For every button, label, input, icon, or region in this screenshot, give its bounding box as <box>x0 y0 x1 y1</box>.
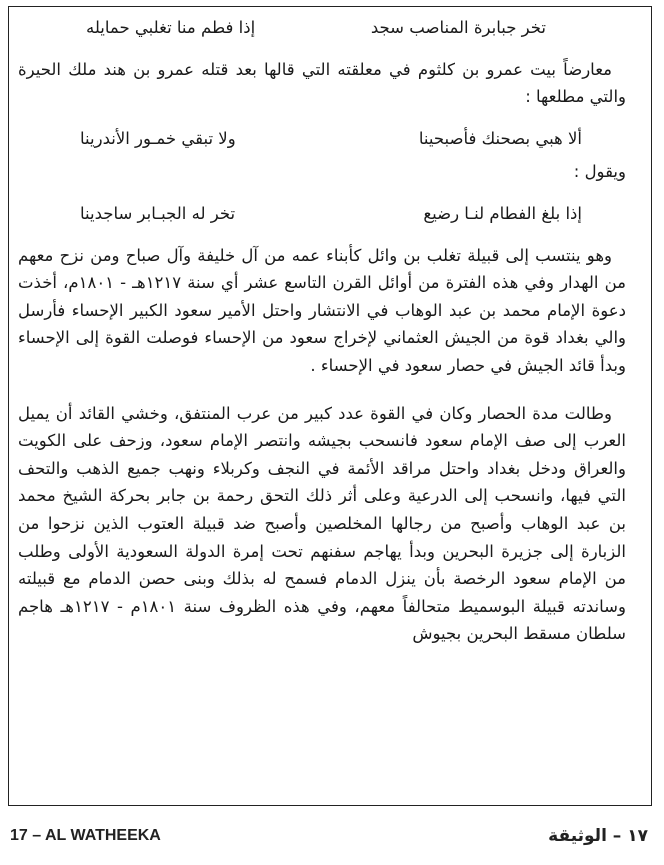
verse-1-second-hemistich: إذا فطم منا تغلبي حمايله <box>86 18 256 37</box>
poem-verse-1 <box>18 14 626 42</box>
paragraph-intro: معارضاً بيت عمرو بن كلثوم في معلقته التي قالها بعد قتله عمرو بن هند ملك الحيرة والتي مطلعها : <box>18 59 626 107</box>
verse-3-first-hemistich: إذا بلغ الفطام لنـا رضيع <box>423 203 582 223</box>
page-footer <box>8 814 652 858</box>
poem-verse-2 <box>18 125 626 153</box>
paragraph-lineage: وهو ينتسب إلى قبيلة تغلب بن وائل كأبناء عمه من آل خليفة وآل صباح ومن نزح معهم من الهدار وفي هذه الفترة من أوائل القرن التاسع عشر أي سنة ١٢١٧هـ - ١٨٠١م، أخذت دعوة الإمام محمد بن عبد الوهاب في الانتشار واحتل الأمير سعود الكبير الإحساء فأرسل والي بغداد قوة من الجيش العثماني لإخراج سعود من الإحساء فوصلت القوة إلى الإحساء وبدأ قائد الجيش في حصار سعود في الإحساء . <box>18 245 626 375</box>
article-body <box>18 14 626 648</box>
verse-2-first-hemistich: ألا هبي بصحنك فأصبحينا <box>418 128 582 148</box>
says-line: ويقول : <box>573 162 626 182</box>
poem-verse-3 <box>18 200 626 228</box>
verse-2-second-hemistich: ولا تبقي خمـور الأندرينا <box>80 128 236 148</box>
footer-page-label-arabic: ١٧ – الوثيقة <box>548 826 648 846</box>
verse-3-second-hemistich: تخر له الجبـابر ساجدينا <box>80 203 236 223</box>
paragraph-siege: وطالت مدة الحصار وكان في القوة عدد كبير من عرب المنتفق، وخشي القائد أن يميل العرب إلى صف الإمام سعود فانسحب بجيشه وانتصر الإمام سعود، وزحف على الكويت والعراق ودخل بغداد واحتل مراقد الأئمة في النجف وكربلاء ونهب جميع الذهب والتحف التي فيها، وانسحب إلى الدرعية وعلى أثر ذلك التحق رحمة بن جابر بحركة الشيخ محمد بن عبد الوهاب وأصبح من رجالها المخلصين وأصبح ضد قبيلة العتوب الذين نزحوا من الزبارة إلى جزيرة البحرين وبدأ يهاجم سفنهم تحت إمرة الدولة السعودية الأولى وطلب من الإمام سعود الرخصة بأن ينزل الدمام فسمح له بذلك وبنى حصن الدمام مع قبيلته وساندته قبيلة البوسميط متحالفاً معهم، وفي هذه الظروف سنة ١٨٠١م - ١٢١٧هـ هاجم سلطان مسقط البحرين بجيوش <box>18 403 626 644</box>
verse-1-first-hemistich: تخر جبابرة المناصب سجد <box>370 18 546 37</box>
footer-page-label-english: 17 – AL WATHEEKA <box>10 827 161 844</box>
